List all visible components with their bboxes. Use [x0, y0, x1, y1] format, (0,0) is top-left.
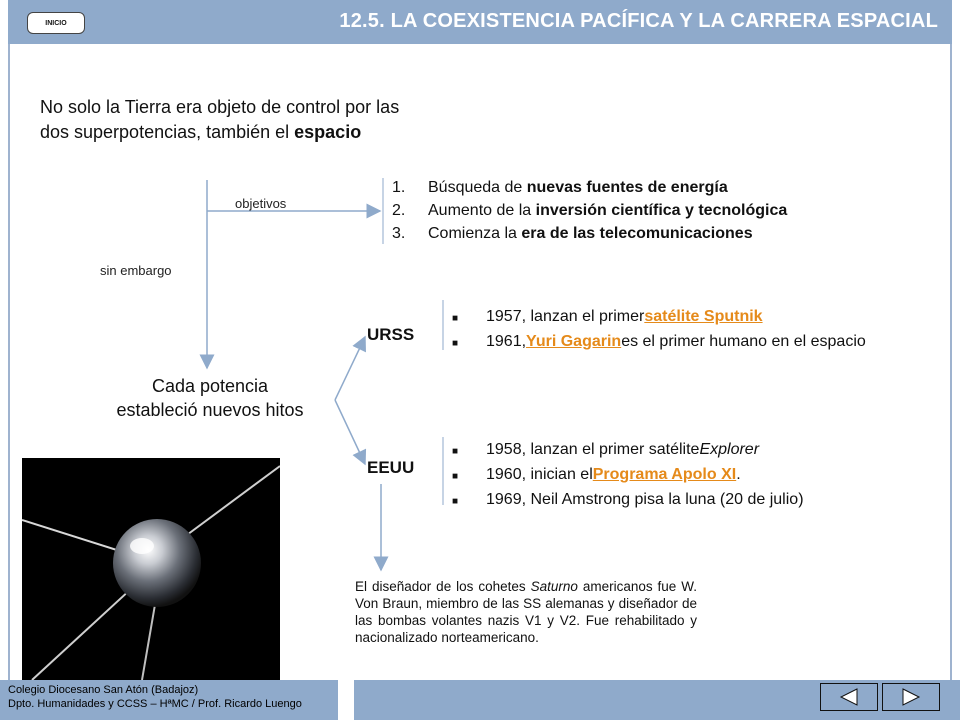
milestones-line2: estableció nuevos hitos: [116, 400, 304, 420]
intro-body: No solo la Tierra era objeto de control por las dos superpotencias, también el: [40, 97, 400, 142]
previous-slide-button[interactable]: [820, 683, 878, 711]
square-bullet-icon: ■: [452, 496, 459, 507]
next-slide-button[interactable]: [882, 683, 940, 711]
eeuu-item: ■ 1969, Neil Amstrong pisa la luna (20 de julio): [452, 488, 804, 513]
objective-item: 2. Aumento de la inversión científica y tecnológica: [392, 202, 788, 219]
eeuu-label: EEUU: [367, 458, 415, 477]
sputnik-satellite-photo: [22, 458, 280, 680]
intro-bold-word: espacio: [294, 122, 362, 142]
intro-text: [40, 95, 400, 145]
page-title: 12.5. LA COEXISTENCIA PACÍFICA Y LA CARRERA ESPACIAL: [339, 10, 938, 32]
urss-label: URSS: [367, 325, 415, 344]
milestones-line1: Cada potencia: [151, 376, 269, 396]
objectives-list: [392, 176, 787, 245]
milestones-node: [80, 374, 340, 422]
eeuu-item: ■ 1960, inician el Programa Apolo XI .: [452, 463, 804, 488]
square-bullet-icon: ■: [452, 446, 459, 457]
objective-item: 3. Comienza la era de las telecomunicaciones: [392, 225, 753, 242]
link-satelite-sputnik[interactable]: satélite Sputnik: [644, 308, 763, 325]
footer: [0, 680, 960, 720]
link-programa-apolo[interactable]: Programa Apolo XI: [592, 466, 737, 483]
previous-triangle-icon: [839, 688, 859, 706]
square-bullet-icon: ■: [452, 471, 459, 482]
label-objetivos: objetivos: [235, 196, 287, 211]
label-sin-embargo: sin embargo: [100, 263, 172, 278]
footer-credits-panel: [0, 680, 338, 720]
eeuu-list: [452, 438, 804, 513]
von-braun-note: El diseñador de los cohetes Saturno americanos fue W. Von Braun, miembro de las SS alemanas y diseñador de las bombas volantes nazis V1 y V2. Fue rehabilitado y nacionalizado norteamericano.: [355, 579, 697, 645]
objective-item: 1. Búsqueda de nuevas fuentes de energía: [392, 179, 728, 196]
urss-item: ■ 1961, Yuri Gagarin es el primer humano en el espacio: [452, 330, 866, 355]
footer-credits: Colegio Diocesano San Atón (Badajoz) Dpto. Humanidades y CCSS – HªMC / Prof. Ricardo Luengo: [8, 684, 302, 710]
eeuu-item: ■ 1958, lanzan el primer satélite Explorer: [452, 438, 804, 463]
link-yuri-gagarin[interactable]: Yuri Gagarin: [526, 333, 622, 350]
next-triangle-icon: [901, 688, 921, 706]
square-bullet-icon: ■: [452, 313, 459, 324]
urss-list: [452, 305, 866, 355]
square-bullet-icon: ■: [452, 338, 459, 349]
urss-item: ■ 1957, lanzan el primer satélite Sputnik: [452, 305, 866, 330]
footer-nav-panel: [354, 680, 960, 720]
inicio-button[interactable]: INICIO: [27, 12, 85, 34]
